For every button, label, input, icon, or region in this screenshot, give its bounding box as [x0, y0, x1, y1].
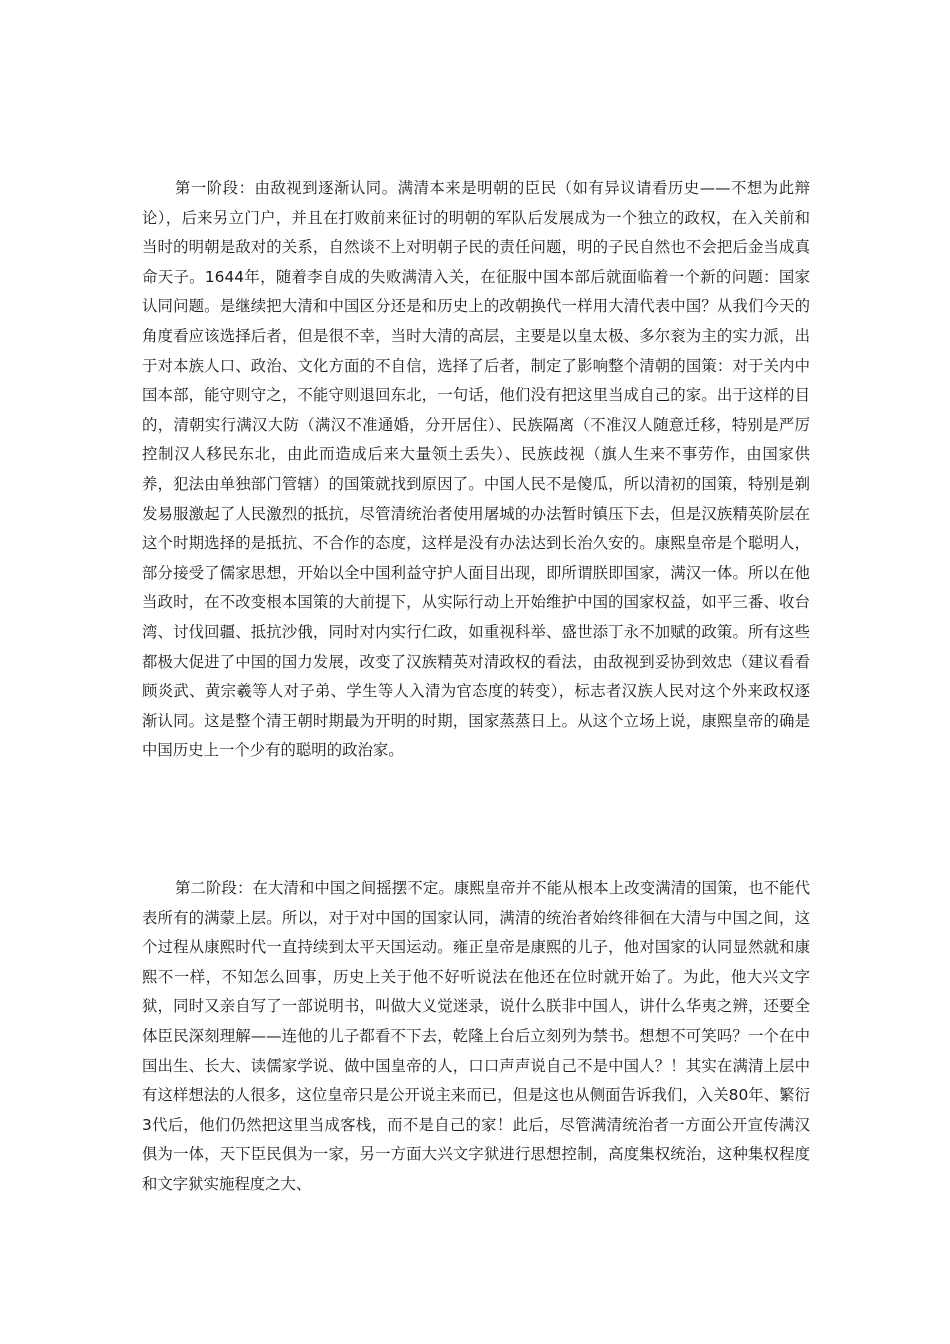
paragraph-stage-one: 第一阶段：由敌视到逐渐认同。满清本来是明朝的臣民（如有异议请看历史——不想为此辩论），后来另立门户，并且在打败前来征讨的明朝的军队后发展成为一个独立的政权，在入关前和当时的明朝是敌对的关系，自然谈不上对明朝子民的责任问题，明的子民自然也不会把后金当成真命天子。1644年，随着李自成的失败满清入关，在征服中国本部后就面临着一个新的问题：国家认同问题。是继续把大清和中国区分还是和历史上的改朝换代一样用大清代表中国？从我们今天的角度看应该选择后者，但是很不幸，当时大清的高层，主要是以皇太极、多尔衮为主的实力派，出于对本族人口、政治、文化方面的不自信，选择了后者，制定了影响整个清朝的国策：对于关内中国本部，能守则守之，不能守则退回东北，一句话，他们没有把这里当成自己的家。出于这样的目的，清朝实行满汉大防（满汉不准通婚，分开居住）、民族隔离（不准汉人随意迁移，特别是严厉控制汉人移民东北，由此而造成后来大量领土丢失）、民族歧视（旗人生来不事劳作，由国家供养，犯法由单独部门管辖）的国策就找到原因了。中国人民不是傻瓜，所以清初的国策，特别是剃发易服激起了人民激烈的抵抗，尽管清统治者使用屠城的办法暂时镇压下去，但是汉族精英阶层在这个时期选择的是抵抗、不合作的态度，这样是没有办法达到长治久安的。康熙皇帝是个聪明人，部分接受了儒家思想，开始以全中国利益守护人面目出现，即所谓朕即国家，满汉一体。所以在他当政时，在不改变根本国策的大前提下，从实际行动上开始维护中国的国家权益，如平三番、收台湾、讨伐回疆、抵抗沙俄，同时对内实行仁政，如重视科举、盛世添丁永不加赋的政策。所有这些都极大促进了中国的国力发展，改变了汉族精英对清政权的看法，由敌视到妥协到效忠（建议看看顾炎武、黄宗羲等人对子弟、学生等人入清为官态度的转变），标志者汉族人民对这个外来政权逐渐认同。这是整个清王朝时期最为开明的时期，国家蒸蒸日上。从这个立场上说，康熙皇帝的确是中国历史上一个少有的聪明的政治家。 — [142, 179, 810, 760]
paragraph-stage-two: 第二阶段：在大清和中国之间摇摆不定。康熙皇帝并不能从根本上改变满清的国策，也不能代表所有的满蒙上层。所以，对于对中国的国家认同，满清的统治者始终徘徊在大清与中国之间，这个过程从康熙时代一直持续到太平天国运动。雍正皇帝是康熙的儿子，他对国家的认同显然就和康熙不一样，不知怎么回事，历史上关于他不好听说法在他还在位时就开始了。为此，他大兴文字狱，同时又亲自写了一部说明书，叫做大义觉迷录，说什么朕非中国人，讲什么华夷之辨，还要全体臣民深刻理解——连他的儿子都看不下去，乾隆上台后立刻列为禁书。想想不可笑吗？一个在中国出生、长大、读儒家学说、做中国皇帝的人，口口声声说自己不是中国人？！其实在满清上层中有这样想法的人很多，这位皇帝只是公开说主来而已，但是这也从侧面告诉我们，入关80年、繁衍3代后，他们仍然把这里当成客栈，而不是自己的家！此后，尽管满清统治者一方面公开宣传满汉俱为一体，天下臣民俱为一家，另一方面大兴文字狱进行思想控制，高度集权统治，这种集权程度和文字狱实施程度之大、 — [142, 879, 810, 1193]
